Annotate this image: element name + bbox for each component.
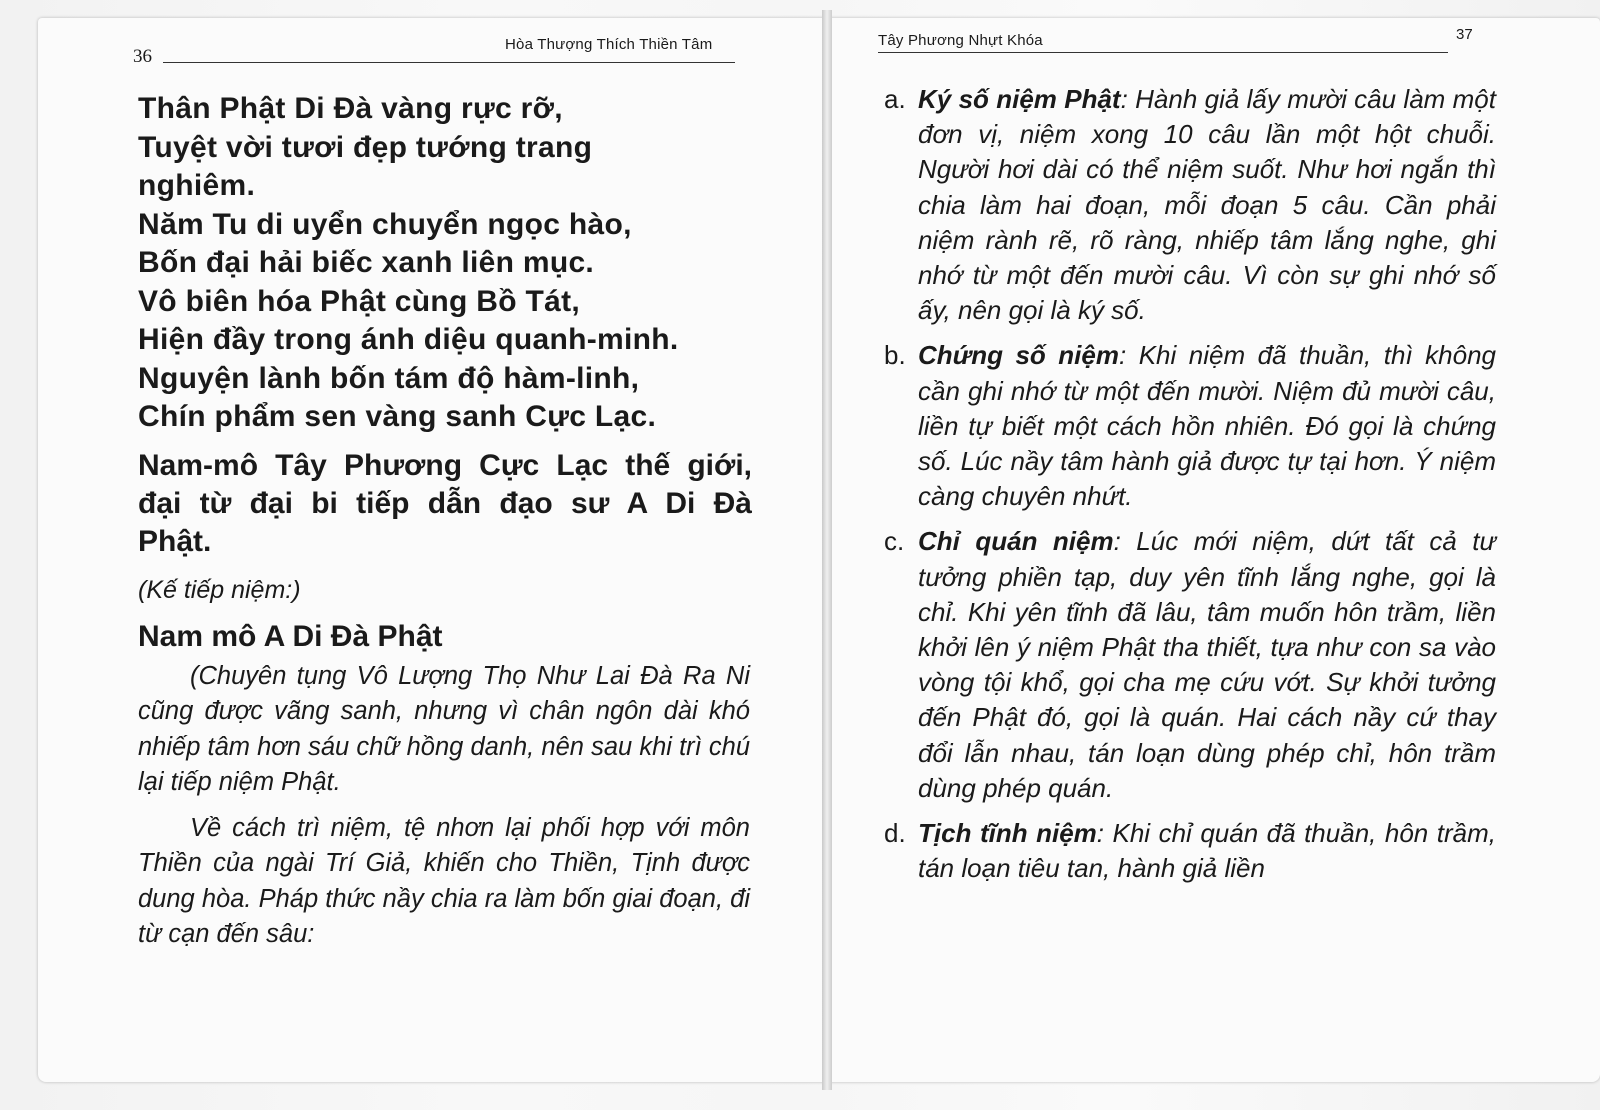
ke-tiep-note: (Kế tiếp niệm:) xyxy=(138,575,301,604)
verse-line: Bốn đại hải biếc xanh liên mục. xyxy=(138,246,595,279)
list-item-text: : Khi niệm đã thuần, thì không cần ghi nhớ từ một đến mười. Niệm đủ mười câu, liền tự biết một cách hồn nhiên. Đó gọi là chứng số. Lúc nầy tâm hành giả được tự tại hơn. Ý niệm càng chuyên nhứt. xyxy=(918,340,1496,512)
right-header-rule xyxy=(878,52,1448,53)
list-item-text: : Lúc mới niệm, dứt tất cả tư tưởng phiền tạp, duy yên tĩnh lắng nghe, gọi là chỉ. Khi yên tĩnh đã lâu, tâm muốn hôn trầm, liền khởi lên ý niệm Phật tha thiết, tựa như con sa vào vòng tội khổ, gọi cha mẹ cứu vớt. Sự khởi tưởng đến Phật đó, gọi là quán. Hai cách nầy cứ thay đổi lẫn nhau, tán loạn dùng phép chỉ, hôn trầm dùng phép quán. xyxy=(918,526,1496,803)
list-marker: a. xyxy=(884,84,906,114)
verse-line: Nguyện lành bốn tám độ hàm-linh, xyxy=(138,361,640,395)
list-item xyxy=(884,816,1496,886)
verse-line: Hiện đầy trong ánh diệu quanh-minh. xyxy=(138,323,679,356)
verse-line: Năm Tu di uyển chuyển ngọc hào, xyxy=(138,207,632,241)
list-item-body xyxy=(918,82,1496,328)
right-page-body xyxy=(884,82,1496,896)
paragraph-cach-tri-niem: Về cách trì niệm, tệ nhơn lại phối hợp với môn Thiền của ngài Trí Giả, khiến cho Thiền, Tịnh được dung hòa. Pháp thức nầy chia ra làm bốn giai đoạn, đi từ cạn đến sâu: xyxy=(138,813,750,948)
list-item-term: Ký số niệm Phật xyxy=(918,84,1121,114)
list-marker: d. xyxy=(884,818,906,849)
left-page-number: 36 xyxy=(133,46,152,67)
verse-line: Vô biên hóa Phật cùng Bồ Tát, xyxy=(138,284,581,318)
left-header-rule xyxy=(163,62,735,63)
list-item-text: : Hành giả lấy mười câu làm một đơn vị, niệm xong 10 câu lần một hột chuỗi. Người hơi dài có thể niệm suốt. Như hơi ngắn thì chia làm hai đoạn, mỗi đoạn 5 câu. Cần phải niệm rành rẽ, rõ ràng, nhiếp tâm lắng nghe, ghi nhớ từ một đến mười câu. Vì còn sự ghi nhớ số ấy, nên gọi là ký số. xyxy=(918,84,1496,326)
list-item-body xyxy=(918,524,1496,806)
list-marker: b. xyxy=(884,340,906,371)
list-item-term: Chứng số niệm xyxy=(918,340,1119,371)
list-item xyxy=(884,338,1496,514)
verse-line: Chín phẩm sen vàng sanh Cực Lạc. xyxy=(138,400,657,433)
paragraph-chuyen-tung: (Chuyên tụng Vô Lượng Thọ Như Lai Đà Ra Ni cũng được vãng sanh, nhưng vì chân ngôn dài khó nhiếp tâm hơn sáu chữ hồng danh, nên sau khi trì chú lại tiếp niệm Phật. xyxy=(138,661,750,796)
list-item-body xyxy=(918,816,1496,886)
book-gutter xyxy=(822,10,832,1090)
left-page-body xyxy=(138,90,758,953)
nam-mo-heading: Nam mô A Di Đà Phật xyxy=(138,619,443,653)
list-item-body xyxy=(918,338,1496,514)
verse-line: Tuyệt vời tươi đẹp tướng trang xyxy=(138,130,593,164)
list-marker: c. xyxy=(884,526,905,557)
invocation-text: Nam-mô Tây Phương Cực Lạc thế giới, đại từ đại bi tiếp dẫn đạo sư A Di Đà Phật. xyxy=(138,448,752,558)
verse-line: nghiêm. xyxy=(138,169,256,202)
list-item xyxy=(884,524,1496,806)
right-running-header: Tây Phương Nhựt Khóa xyxy=(878,32,1043,49)
verse-line: Thân Phật Di Đà vàng rực rỡ, xyxy=(138,92,563,125)
right-page-number: 37 xyxy=(1456,26,1473,43)
left-running-header: Hòa Thượng Thích Thiền Tâm xyxy=(505,36,713,53)
list-item-term: Chỉ quán niệm xyxy=(918,526,1114,557)
list-item-term: Tịch tĩnh niệm xyxy=(918,818,1097,849)
list-item-text: : Khi chỉ quán đã thuần, hôn trầm, tán loạn tiêu tan, hành giả liền xyxy=(918,818,1496,884)
list-item xyxy=(884,82,1496,328)
